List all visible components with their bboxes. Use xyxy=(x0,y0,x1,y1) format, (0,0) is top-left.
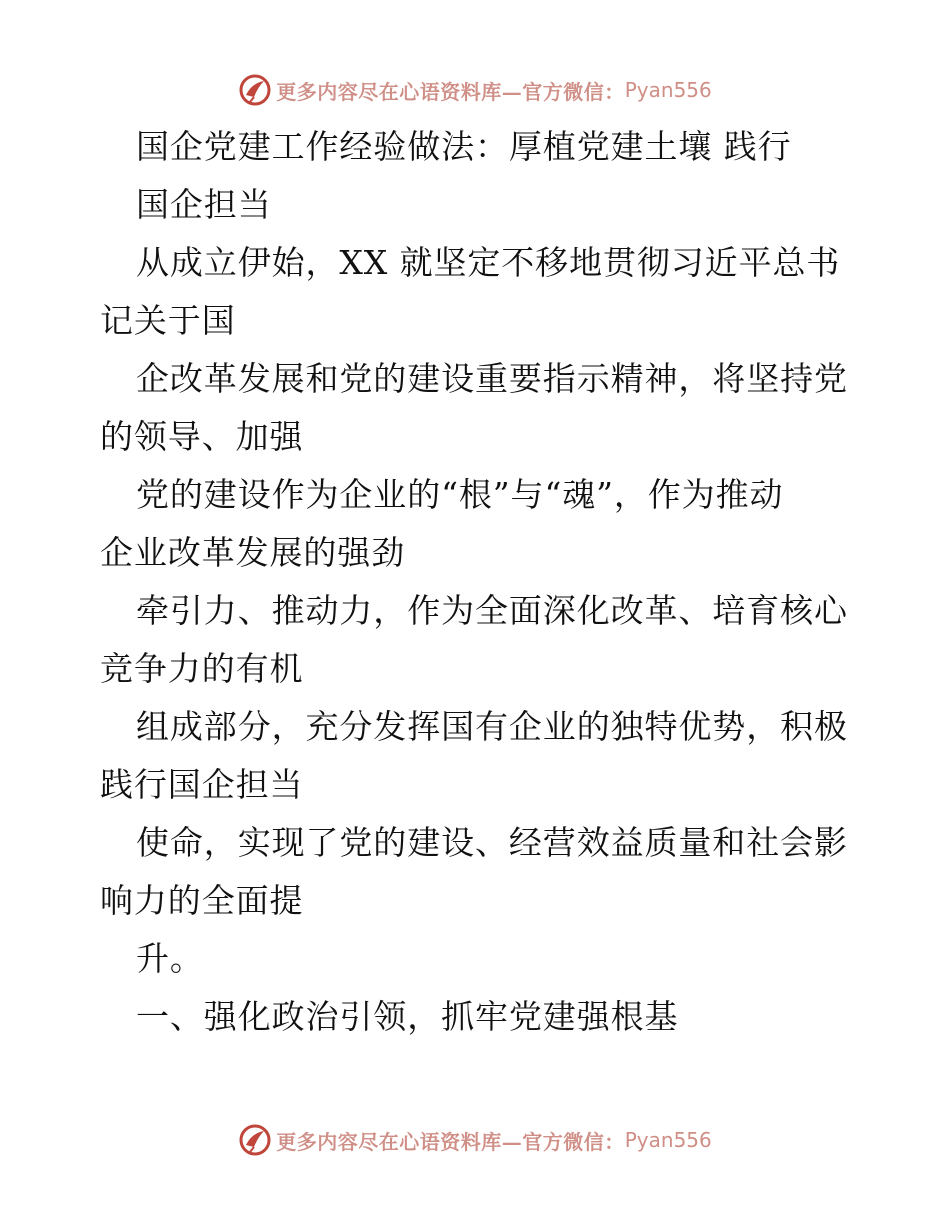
watermark-footer xyxy=(0,1122,950,1158)
text-line: 企改革发展和党的建设重要指示精神，将坚持党 xyxy=(136,359,848,398)
watermark-text: 更多内容尽在心语资料库—官方微信： xyxy=(276,79,625,104)
text-line: 国企担当 xyxy=(136,185,272,224)
text-line: 牵引力、推动力，作为全面深化改革、培育核心 xyxy=(136,591,848,630)
text-line: 响力的全面提 xyxy=(100,881,304,920)
text-line: 国企党建工作经验做法：厚植党建土壤 践行 xyxy=(136,127,792,166)
text-line: 组成部分，充分发挥国有企业的独特优势，积极 xyxy=(136,707,848,746)
text-line: 使命，实现了党的建设、经营效益质量和社会影 xyxy=(136,823,848,862)
text-line: 记关于国 xyxy=(100,301,236,340)
watermark-wechat-id: Pyan556 xyxy=(624,78,712,102)
text-line: 竞争力的有机 xyxy=(100,649,304,688)
watermark-header xyxy=(0,72,950,108)
document-body xyxy=(100,118,860,1046)
text-line: 企业改革发展的强劲 xyxy=(100,533,406,572)
text-line: 的领导、加强 xyxy=(100,417,304,456)
brush-pen-logo-icon xyxy=(238,73,272,107)
text-line: 党的建设作为企业的“根”与“魂”，作为推动 xyxy=(136,475,784,514)
watermark-wechat-id: Pyan556 xyxy=(624,1128,712,1152)
watermark-text: 更多内容尽在心语资料库—官方微信： xyxy=(276,1129,625,1154)
text-line: 践行国企担当 xyxy=(100,765,304,804)
text-line: 升。 xyxy=(136,939,204,978)
text-line: 从成立伊始，XX 就坚定不移地贯彻习近平总书 xyxy=(136,243,841,282)
text-line: 一、强化政治引领，抓牢党建强根基 xyxy=(136,997,679,1036)
brush-pen-logo-icon xyxy=(238,1123,272,1157)
